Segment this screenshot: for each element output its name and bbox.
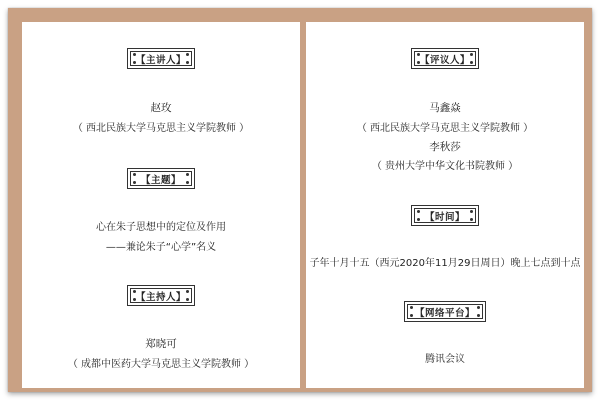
- left-panel: [22, 22, 300, 388]
- host-header-box: [127, 285, 195, 306]
- reviewer-header: 【评议人】: [419, 54, 470, 66]
- right-panel: [306, 22, 584, 388]
- reviewer-2-affiliation: （ 贵州大学中华文化书院教师 ）: [371, 161, 519, 172]
- platform-header-box: [404, 301, 486, 322]
- topic-header-box: [127, 168, 195, 189]
- host-affiliation: （ 成都中医药大学马克思主义学院教师 ）: [67, 359, 255, 370]
- time-header-box: [411, 205, 479, 226]
- reviewer-1-name: 马鑫焱: [429, 102, 461, 114]
- host-header: 【主持人】: [135, 291, 186, 303]
- host-name: 郑晓可: [145, 338, 177, 350]
- reviewer-2-name: 李秋莎: [429, 141, 461, 153]
- topic-line-1: 心在朱子思想中的定位及作用: [96, 222, 226, 233]
- speaker-name: 赵玫: [150, 102, 172, 114]
- platform-header: 【网络平台】: [414, 307, 475, 319]
- platform-text: 腾讯会议: [425, 354, 465, 365]
- reviewer-header-box: [411, 48, 479, 69]
- time-header: 【时间】: [424, 211, 465, 223]
- speaker-header-box: [127, 48, 195, 69]
- speaker-header: 【主讲人】: [135, 54, 186, 66]
- reviewer-1-affiliation: （ 西北民族大学马克思主义学院教师 ）: [356, 123, 534, 134]
- topic-header: 【主题】: [140, 174, 181, 186]
- time-text: 子年十月十五（西元2020年11月29日周日）晚上七点到十点: [309, 258, 581, 269]
- topic-line-2: ——兼论朱子“心学”名义: [105, 242, 217, 253]
- speaker-affiliation: （ 西北民族大学马克思主义学院教师 ）: [72, 123, 250, 134]
- poster-frame: [8, 8, 592, 392]
